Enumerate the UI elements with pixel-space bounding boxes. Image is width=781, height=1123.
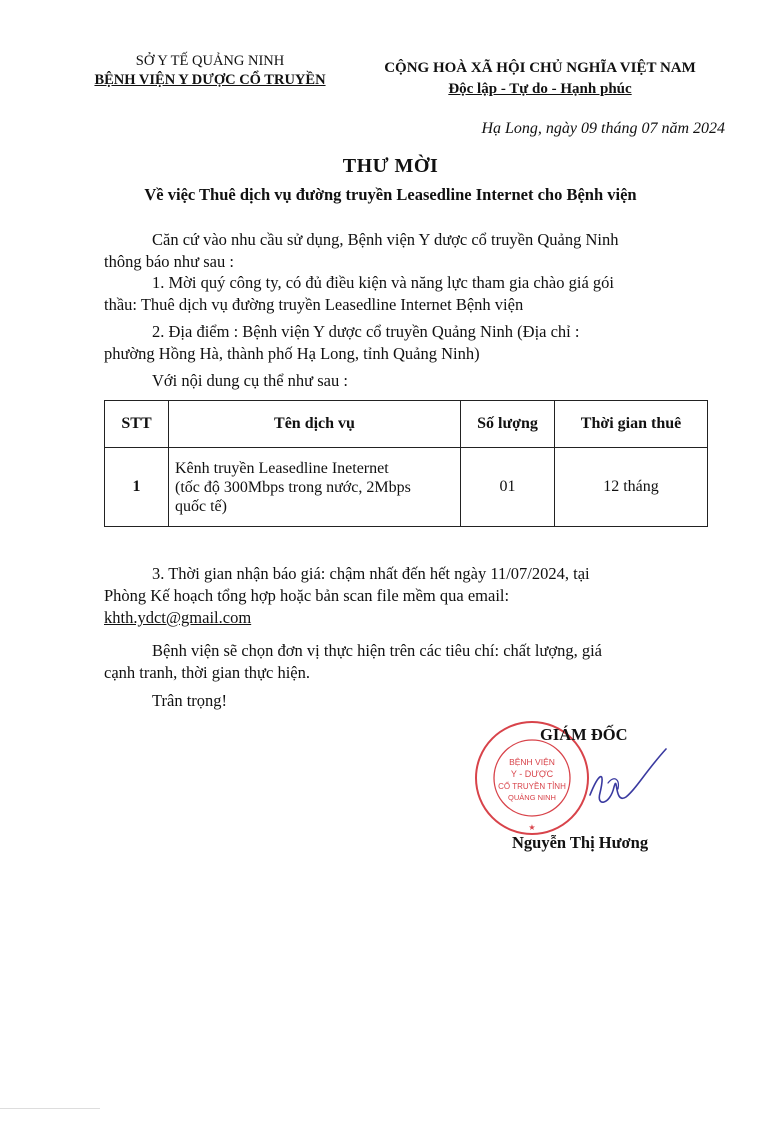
stamp-text: QUẢNG NINH bbox=[508, 793, 556, 802]
service-table bbox=[104, 400, 708, 527]
header-duration: Thời gian thuê bbox=[555, 401, 708, 448]
email-link[interactable]: khth.ydct@gmail.com bbox=[104, 608, 252, 627]
paragraph-deadline bbox=[104, 563, 694, 629]
document-title: THƯ MỜI bbox=[342, 155, 439, 177]
stamp-text: CỔ TRUYỀN TỈNH bbox=[498, 782, 566, 791]
issuer-block bbox=[70, 52, 350, 90]
service-line: quốc tế) bbox=[175, 497, 227, 515]
paragraph-intro-table bbox=[104, 370, 694, 392]
stamp-text: BỆNH VIỆN bbox=[509, 757, 555, 767]
signatory-title: GIÁM ĐỐC bbox=[540, 725, 628, 744]
scan-edge-line bbox=[0, 1108, 100, 1109]
closing-line bbox=[104, 690, 694, 712]
paragraph-line: 1. Mời quý công ty, có đủ điều kiện và năng lực tham gia chào giá gói bbox=[152, 273, 614, 292]
handwritten-signature bbox=[570, 735, 690, 825]
stamp-text: Y - DƯỢC bbox=[510, 769, 554, 779]
table-header-row bbox=[105, 401, 708, 448]
paragraph-line: thầu: Thuê dịch vụ đường truyền Leasedline Internet Bệnh viện bbox=[104, 295, 524, 314]
header-stt: STT bbox=[105, 401, 169, 448]
paragraph-line: cạnh tranh, thời gian thực hiện. bbox=[104, 663, 310, 682]
paragraph-criteria bbox=[104, 640, 694, 684]
paragraph-line: Với nội dung cụ thể như sau : bbox=[152, 371, 348, 390]
signatory-name: Nguyễn Thị Hương bbox=[512, 833, 649, 852]
issuer-hospital: BỆNH VIỆN Y DƯỢC CỔ TRUYỀN bbox=[94, 72, 326, 88]
document-subject: Về việc Thuê dịch vụ đường truyền Leasedline Internet cho Bệnh viện bbox=[144, 185, 637, 204]
paragraph-line: Căn cứ vào nhu cầu sử dụng, Bệnh viện Y dược cổ truyền Quảng Ninh bbox=[152, 230, 619, 249]
national-motto-block bbox=[360, 58, 720, 100]
paragraph-line: Trân trọng! bbox=[152, 691, 228, 710]
service-line: Kênh truyền Leasedline Ineternet bbox=[175, 459, 389, 477]
issuer-department: SỞ Y TẾ QUẢNG NINH bbox=[135, 53, 285, 69]
cell-stt: 1 bbox=[105, 448, 169, 527]
header-service: Tên dịch vụ bbox=[169, 401, 461, 448]
table-row bbox=[105, 448, 708, 527]
paragraph-invitation bbox=[104, 272, 694, 316]
document-date: Hạ Long, ngày 09 tháng 07 năm 2024 bbox=[481, 120, 725, 137]
paragraph-line: 2. Địa điểm : Bệnh viện Y dược cổ truyền Quảng Ninh (Địa chỉ : bbox=[152, 322, 580, 341]
paragraph-line: thông báo như sau : bbox=[104, 252, 234, 271]
header-quantity: Số lượng bbox=[461, 401, 555, 448]
paragraph-location bbox=[104, 321, 694, 365]
national-name: CỘNG HOÀ XÃ HỘI CHỦ NGHĨA VIỆT NAM bbox=[384, 60, 696, 76]
national-motto: Độc lập - Tự do - Hạnh phúc bbox=[448, 81, 632, 97]
cell-quantity: 01 bbox=[461, 448, 555, 527]
paragraph-line: Phòng Kế hoạch tổng hợp hoặc bản scan file mềm qua email: bbox=[104, 586, 510, 605]
paragraph-line: 3. Thời gian nhận báo giá: chậm nhất đến hết ngày 11/07/2024, tại bbox=[152, 564, 590, 583]
cell-duration: 12 tháng bbox=[555, 448, 708, 527]
service-line: (tốc độ 300Mbps trong nước, 2Mbps bbox=[175, 478, 411, 496]
paragraph-line: Bệnh viện sẽ chọn đơn vị thực hiện trên các tiêu chí: chất lượng, giá bbox=[152, 641, 602, 660]
paragraph-basis bbox=[104, 229, 694, 273]
paragraph-line: phường Hồng Hà, thành phố Hạ Long, tỉnh Quảng Ninh) bbox=[104, 344, 480, 363]
cell-service bbox=[169, 448, 461, 527]
svg-text:★: ★ bbox=[528, 823, 536, 832]
